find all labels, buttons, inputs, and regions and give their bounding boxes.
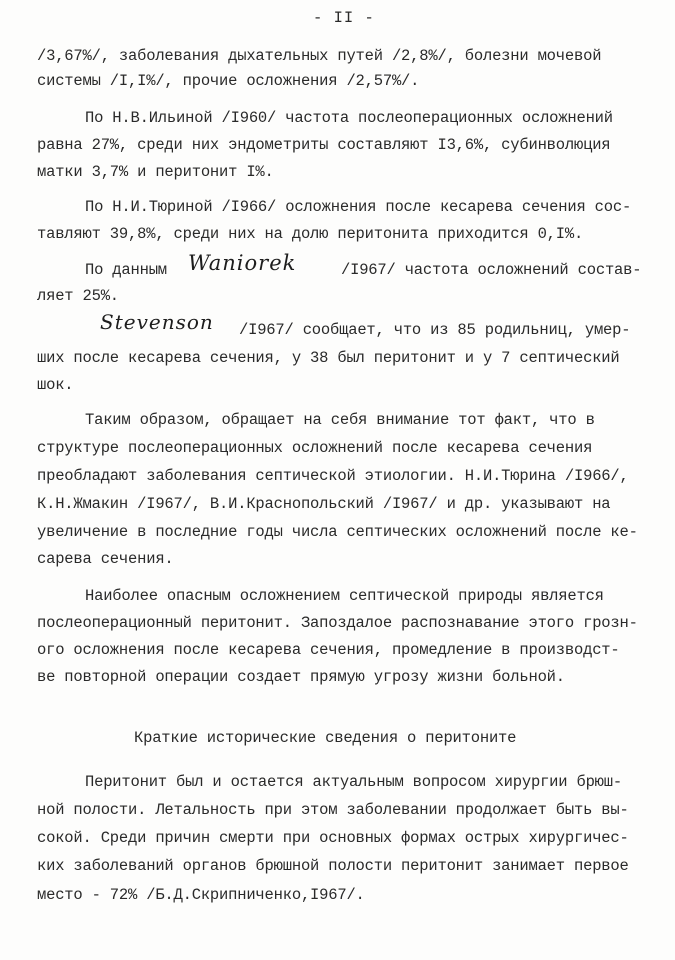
text-line: ляет 25%.: [37, 287, 119, 305]
text-line: /I967/ сообщает, что из 85 родильниц, умер-: [239, 321, 631, 339]
text-line: сокой. Среди причин смерти при основных формах острых хирургичес-: [37, 829, 629, 847]
text-line: увеличение в последние годы числа септических осложнений после ке-: [37, 523, 638, 541]
text-line: По Н.И.Тюриной /I966/ осложнения после кесарева сечения сос-: [85, 198, 632, 216]
text-line: место - 72% /Б.Д.Скрипниченко,I967/.: [37, 886, 365, 904]
text-line: Таким образом, обращает на себя внимание тот факт, что в: [85, 411, 595, 429]
section-heading: Краткие исторические сведения о перитоните: [134, 729, 517, 747]
text-line: системы /I,I%/, прочие осложнения /2,57%/.: [37, 72, 420, 90]
text-line: /I967/ частота осложнений состав-: [341, 261, 642, 279]
text-line: послеоперационный перитонит. Запоздалое распознавание этого грозн-: [37, 614, 638, 632]
text-line: ого осложнения после кесарева сечения, промедление в производст-: [37, 641, 620, 659]
text-line: ной полости. Летальность при этом заболевании продолжает быть вы-: [37, 801, 629, 819]
text-line: ших после кесарева сечения, у 38 был перитонит и у 7 септический: [37, 349, 620, 367]
text-line: Наиболее опасным осложнением септической природы является: [85, 587, 604, 605]
handwritten-name: Stevenson: [100, 310, 214, 334]
text-line: ких заболеваний органов брюшной полости перитонит занимает первое: [37, 857, 629, 875]
text-line: сарева сечения.: [37, 550, 174, 568]
text-line: матки 3,7% и перитонит I%.: [37, 163, 274, 181]
text-line: Перитонит был и остается актуальным вопросом хирургии брюш-: [85, 773, 622, 791]
handwritten-name: Waniorek: [188, 251, 297, 275]
text-line: По Н.В.Ильиной /I960/ частота послеоперационных осложнений: [85, 109, 613, 127]
text-line: тавляют 39,8%, среди них на долю перитонита приходится 0,I%.: [37, 225, 584, 243]
text-line: шок.: [37, 376, 74, 394]
text-line: К.Н.Жмакин /I967/, В.И.Краснопольский /I967/ и др. указывают на: [37, 495, 611, 513]
text-line: /3,67%/, заболевания дыхательных путей /2,8%/, болезни мочевой: [37, 47, 602, 65]
text-line: ве повторной операции создает прямую угрозу жизни больной.: [37, 668, 565, 686]
page-number: - II -: [313, 9, 375, 27]
text-line: равна 27%, среди них эндометриты составляют I3,6%, субинволюция: [37, 136, 611, 154]
text-line: структуре послеоперационных осложнений после кесарева сечения: [37, 439, 593, 457]
text-line: преобладают заболевания септической этиологии. Н.И.Тюрина /I966/,: [37, 467, 629, 485]
text-line: По данным: [85, 261, 167, 279]
